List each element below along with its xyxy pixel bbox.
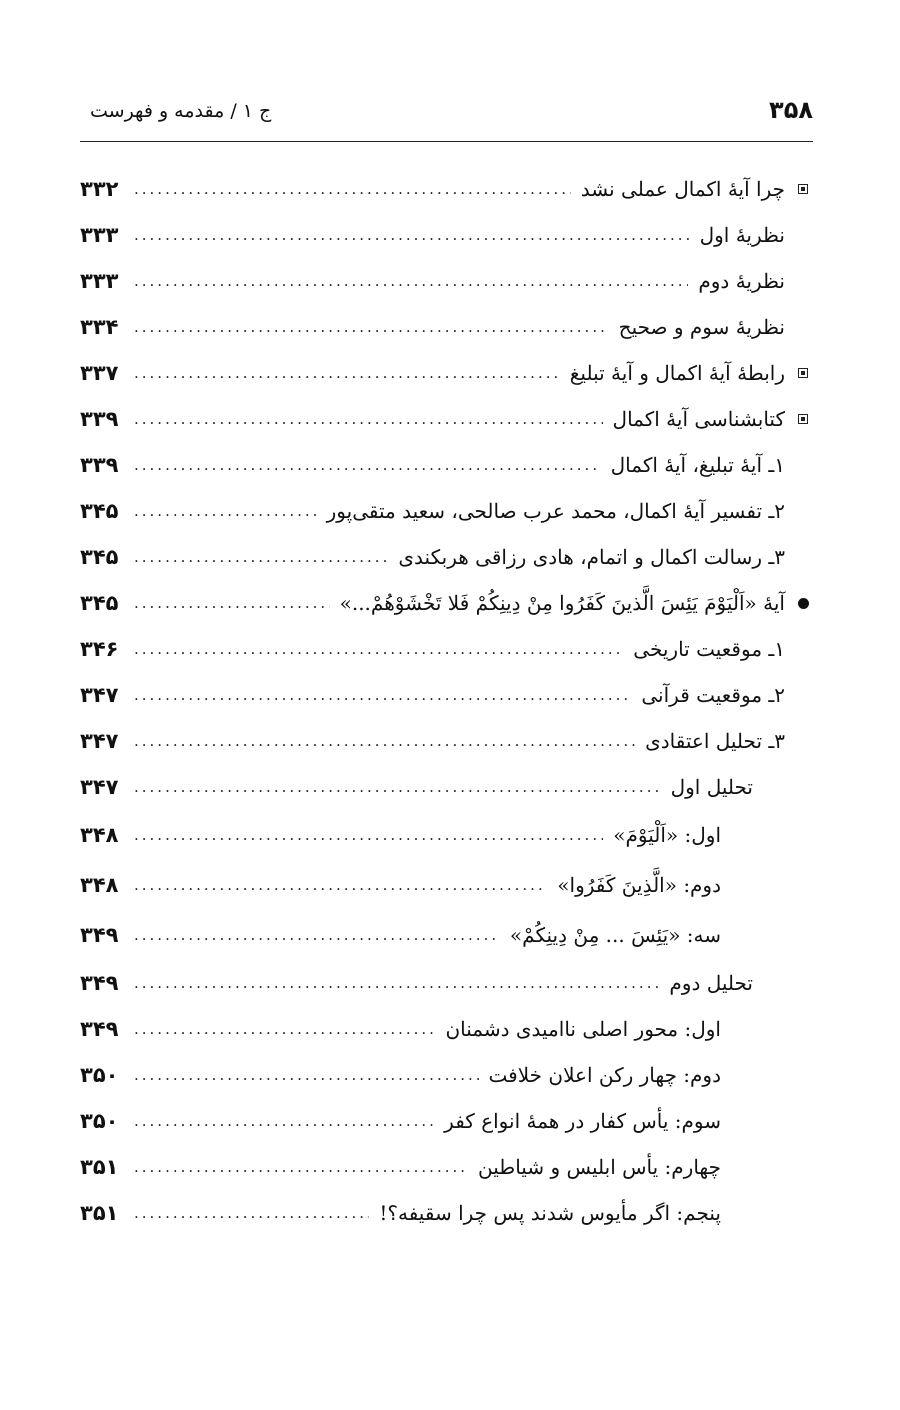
- toc-entry-title: ۱ـ موقعیت تاریخی: [633, 637, 785, 661]
- dot-leader: [134, 504, 317, 519]
- toc-entry-page: ۳۳۳: [80, 222, 119, 247]
- toc-entry[interactable]: [80, 810, 813, 860]
- dot-leader: [134, 734, 635, 749]
- dot-leader: [134, 596, 330, 611]
- toc-entry-page: ۳۳۹: [80, 452, 119, 477]
- dot-leader: [134, 274, 688, 289]
- dot-leader: [134, 320, 609, 335]
- toc-entry[interactable]: [80, 860, 813, 910]
- toc-entry[interactable]: [80, 764, 813, 810]
- toc-entry-title: کتابشناسی آیهٔ اکمال: [612, 407, 785, 431]
- toc-entry[interactable]: [80, 1052, 813, 1098]
- toc-entry[interactable]: [80, 488, 813, 534]
- square-bullet-icon: [793, 184, 813, 194]
- toc-entry[interactable]: [80, 534, 813, 580]
- toc-entry-title: تحلیل اول: [670, 775, 753, 799]
- toc-entry-page: ۳۳۴: [80, 314, 119, 339]
- dot-leader: [134, 366, 560, 381]
- toc-entry-page: ۳۴۷: [80, 682, 119, 707]
- dot-leader: [134, 878, 547, 893]
- toc-entry-title: نظریهٔ دوم: [698, 269, 785, 293]
- toc-entry[interactable]: [80, 1144, 813, 1190]
- toc-entry[interactable]: [80, 396, 813, 442]
- page-number: ۳۵۸: [769, 96, 813, 124]
- toc-entry[interactable]: [80, 1190, 813, 1236]
- toc-entry[interactable]: [80, 304, 813, 350]
- dot-leader: [134, 1206, 369, 1221]
- toc-entry-page: ۳۴۹: [80, 970, 119, 995]
- toc-entry-title: ۱ـ آیهٔ تبلیغ، آیهٔ اکمال: [610, 453, 785, 477]
- toc-entry-page: ۳۴۵: [80, 544, 119, 569]
- toc-entry-page: ۳۴۶: [80, 636, 119, 661]
- toc-entry[interactable]: [80, 910, 813, 960]
- dot-leader: [134, 228, 690, 243]
- toc-entry-title: ۲ـ تفسیر آیهٔ اکمال، محمد عرب صالحی، سعید متقی‌پور: [326, 499, 785, 523]
- table-of-contents: [80, 166, 813, 1236]
- toc-entry-page: ۳۵۱: [80, 1200, 119, 1225]
- toc-entry-title: آیهٔ «اَلْيَوْمَ يَئِسَ الَّذينَ كَفَرُوا مِنْ دِينِكُمْ فَلا تَخْشَوْهُمْ...»: [339, 591, 785, 615]
- dot-leader: [134, 642, 623, 657]
- toc-entry[interactable]: [80, 1006, 813, 1052]
- square-bullet-icon: [793, 368, 813, 378]
- toc-entry-title: ۳ـ رسالت اکمال و اتمام، هادی رزاقی هربکندی: [398, 545, 785, 569]
- dot-leader: [134, 1022, 435, 1037]
- toc-entry[interactable]: [80, 350, 813, 396]
- toc-entry-title: سوم: یأس کفار در همهٔ انواع کفر: [444, 1109, 721, 1133]
- dot-leader: [134, 928, 500, 943]
- toc-entry-page: ۳۴۸: [80, 872, 119, 897]
- toc-entry-page: ۳۳۹: [80, 406, 119, 431]
- dot-leader: [134, 780, 661, 795]
- dot-leader: [134, 1160, 468, 1175]
- toc-entry[interactable]: [80, 1098, 813, 1144]
- toc-entry-page: ۳۵۰: [80, 1108, 119, 1133]
- dot-leader: [134, 1068, 479, 1083]
- toc-entry[interactable]: [80, 442, 813, 488]
- toc-entry-title: اول: «اَلْيَوْمَ»: [613, 823, 721, 847]
- toc-entry-title: چرا آیهٔ اکمال عملی نشد: [580, 177, 785, 201]
- toc-entry-title: ۲ـ موقعیت قرآنی: [641, 683, 785, 707]
- toc-entry[interactable]: [80, 718, 813, 764]
- dot-leader: [134, 412, 603, 427]
- dot-leader: [134, 458, 601, 473]
- toc-entry-title: دوم: چهار رکن اعلان خلافت: [488, 1063, 721, 1087]
- toc-entry-page: ۳۴۵: [80, 590, 119, 615]
- toc-entry[interactable]: [80, 166, 813, 212]
- toc-entry[interactable]: [80, 580, 813, 626]
- toc-entry[interactable]: [80, 212, 813, 258]
- dot-leader: [134, 828, 603, 843]
- toc-entry-page: ۳۳۲: [80, 176, 119, 201]
- toc-entry-title: نظریهٔ سوم و صحیح: [618, 315, 785, 339]
- dot-leader: [134, 976, 659, 991]
- toc-entry-title: پنجم: اگر مأیوس شدند پس چرا سقیفه؟!: [379, 1201, 721, 1225]
- toc-entry-title: دوم: «الَّذِينَ كَفَرُوا»: [557, 873, 721, 897]
- toc-entry-title: چهارم: یأس ابلیس و شیاطین: [478, 1155, 721, 1179]
- dot-leader: [134, 1114, 434, 1129]
- dot-leader: [134, 688, 631, 703]
- page-header: [80, 96, 813, 136]
- running-title: ج ۱ / مقدمه و فهرست: [90, 100, 272, 122]
- toc-entry-title: اول: محور اصلی ناامیدی دشمنان: [445, 1017, 721, 1041]
- toc-entry-title: نظریهٔ اول: [699, 223, 785, 247]
- toc-entry-page: ۳۴۸: [80, 822, 119, 847]
- toc-entry-title: تحلیل دوم: [669, 971, 753, 995]
- dot-bullet-icon: [793, 598, 813, 609]
- toc-entry-page: ۳۴۷: [80, 774, 119, 799]
- toc-entry-page: ۳۴۹: [80, 1016, 119, 1041]
- toc-entry-title: رابطهٔ آیهٔ اکمال و آیهٔ تبلیغ: [569, 361, 785, 385]
- toc-entry[interactable]: [80, 672, 813, 718]
- toc-entry[interactable]: [80, 626, 813, 672]
- toc-entry-page: ۳۵۰: [80, 1062, 119, 1087]
- toc-entry-page: ۳۴۹: [80, 922, 119, 947]
- toc-entry-page: ۳۴۷: [80, 728, 119, 753]
- toc-entry-title: سه: «يَئِسَ ... مِنْ دِينِكُمْ»: [509, 923, 721, 947]
- toc-entry-title: ۳ـ تحلیل اعتقادی: [645, 729, 785, 753]
- toc-entry-page: ۳۴۵: [80, 498, 119, 523]
- dot-leader: [134, 550, 388, 565]
- toc-entry-page: ۳۵۱: [80, 1154, 119, 1179]
- dot-leader: [134, 182, 571, 197]
- toc-entry[interactable]: [80, 960, 813, 1006]
- toc-entry[interactable]: [80, 258, 813, 304]
- toc-entry-page: ۳۳۳: [80, 268, 119, 293]
- header-rule: [80, 141, 813, 142]
- square-bullet-icon: [793, 414, 813, 424]
- toc-entry-page: ۳۳۷: [80, 360, 119, 385]
